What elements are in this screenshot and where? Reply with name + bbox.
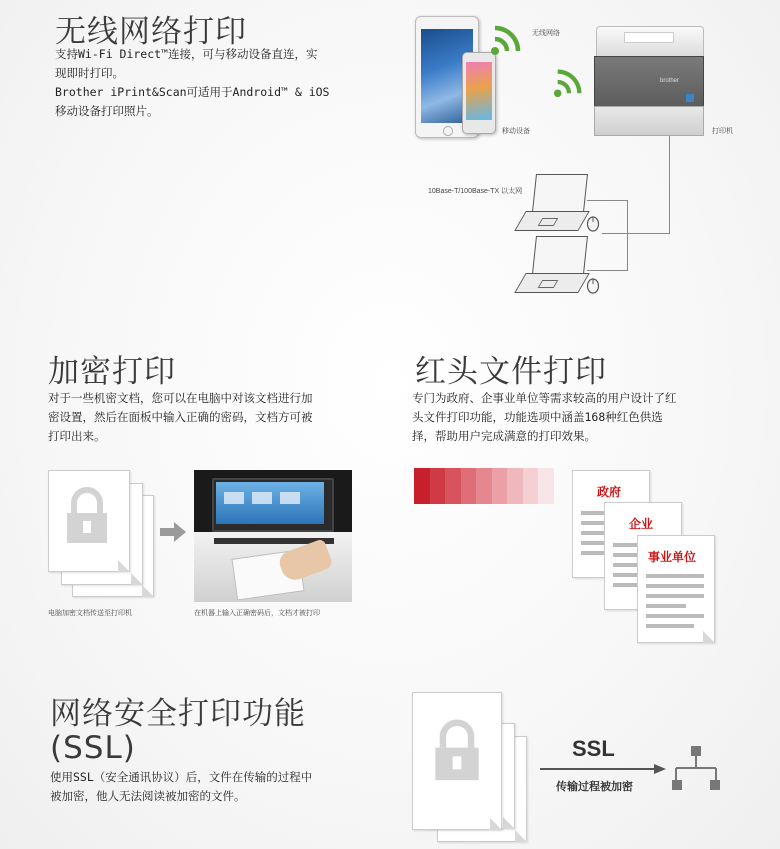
ssl-desc-line1: 使用SSL（安全通讯协议）后，文件在传输的过程中 <box>50 770 313 784</box>
arrow-right-icon <box>540 763 666 775</box>
wireless-desc-line2: 现即时打印。 <box>55 66 124 80</box>
wireless-network-label: 无线网络 <box>532 30 560 37</box>
ssl-caption: 传输过程被加密 <box>556 780 633 793</box>
ethernet-label: 10Base-T/100Base-TX 以太网 <box>428 188 523 195</box>
ssl-title: 网络安全打印功能 <box>50 696 306 732</box>
secure-caption-left: 电脑加密文档传送至打印机 <box>48 610 132 617</box>
document-page <box>48 470 130 572</box>
secure-print-title: 加密打印 <box>48 354 176 390</box>
ssl-title-subtitle: (SSL) <box>50 730 136 766</box>
red-swatch <box>430 468 446 504</box>
phone-icon <box>462 52 496 134</box>
network-cable <box>587 200 628 201</box>
redhead-doc-title: 企业 <box>629 517 654 531</box>
redhead-print-description <box>412 389 762 446</box>
printer-label: 打印机 <box>712 128 733 135</box>
redhead-doc-title: 政府 <box>597 485 622 499</box>
lock-icon <box>63 487 111 547</box>
red-swatch <box>476 468 492 504</box>
laptop-icon <box>520 174 590 236</box>
redhead-print-title: 红头文件打印 <box>415 354 607 390</box>
secure-desc-line3: 打印出来。 <box>48 429 106 443</box>
red-swatch <box>492 468 508 504</box>
network-cable <box>627 200 628 270</box>
network-cable <box>587 270 628 271</box>
document-page <box>412 692 502 830</box>
ssl-desc-line2: 被加密，他人无法阅读被加密的文件。 <box>50 789 246 803</box>
printer-icon <box>594 26 704 136</box>
wifi-icon <box>490 22 524 56</box>
network-cable <box>602 233 670 234</box>
redhead-document <box>637 535 715 643</box>
red-swatch <box>461 468 477 504</box>
laptop-icon <box>520 236 590 298</box>
network-icon <box>672 746 720 792</box>
wireless-desc-line4: 移动设备打印照片。 <box>55 104 159 118</box>
wireless-desc-line3: Brother iPrint&Scan可适用于Android™ & iOS <box>55 85 330 99</box>
red-color-swatches <box>414 468 554 504</box>
wifi-icon <box>553 66 585 98</box>
mouse-icon <box>586 214 600 232</box>
mobile-device-label: 移动设备 <box>502 128 530 135</box>
secure-desc-line1: 对于一些机密文档，您可以在电脑中对该文档进行加 <box>48 391 313 405</box>
lock-icon <box>431 719 483 785</box>
red-swatch <box>414 468 430 504</box>
redhead-desc-line1: 专门为政府、企事业单位等需求较高的用户设计了红 <box>412 391 677 405</box>
redhead-desc-line2: 头文件打印功能，功能选项中涵盖168种红色供选 <box>412 410 663 424</box>
wireless-desc-line1: 支持Wi-Fi Direct™连接，可与移动设备直连，实 <box>55 47 318 61</box>
printer-brand: brother <box>660 78 680 84</box>
redhead-desc-line3: 择，帮助用户完成满意的打印效果。 <box>412 429 596 443</box>
red-swatch <box>445 468 461 504</box>
mouse-icon <box>586 276 600 294</box>
red-swatch <box>523 468 539 504</box>
wireless-title: 无线网络打印 <box>55 14 247 50</box>
secure-print-description <box>48 389 388 446</box>
red-swatch <box>507 468 523 504</box>
ssl-badge: SSL <box>572 736 615 761</box>
secure-desc-line2: 密设置，然后在面板中输入正确的密码，文档方可被 <box>48 410 313 424</box>
printer-control-panel-photo <box>194 470 352 602</box>
red-swatch <box>538 468 554 504</box>
redhead-doc-title: 事业单位 <box>648 550 697 564</box>
network-cable <box>669 136 670 234</box>
arrow-right-icon <box>160 522 186 542</box>
wireless-description <box>55 45 385 121</box>
secure-caption-right: 在机器上输入正确密码后，文档才被打印 <box>194 610 320 617</box>
ssl-description <box>50 768 390 806</box>
